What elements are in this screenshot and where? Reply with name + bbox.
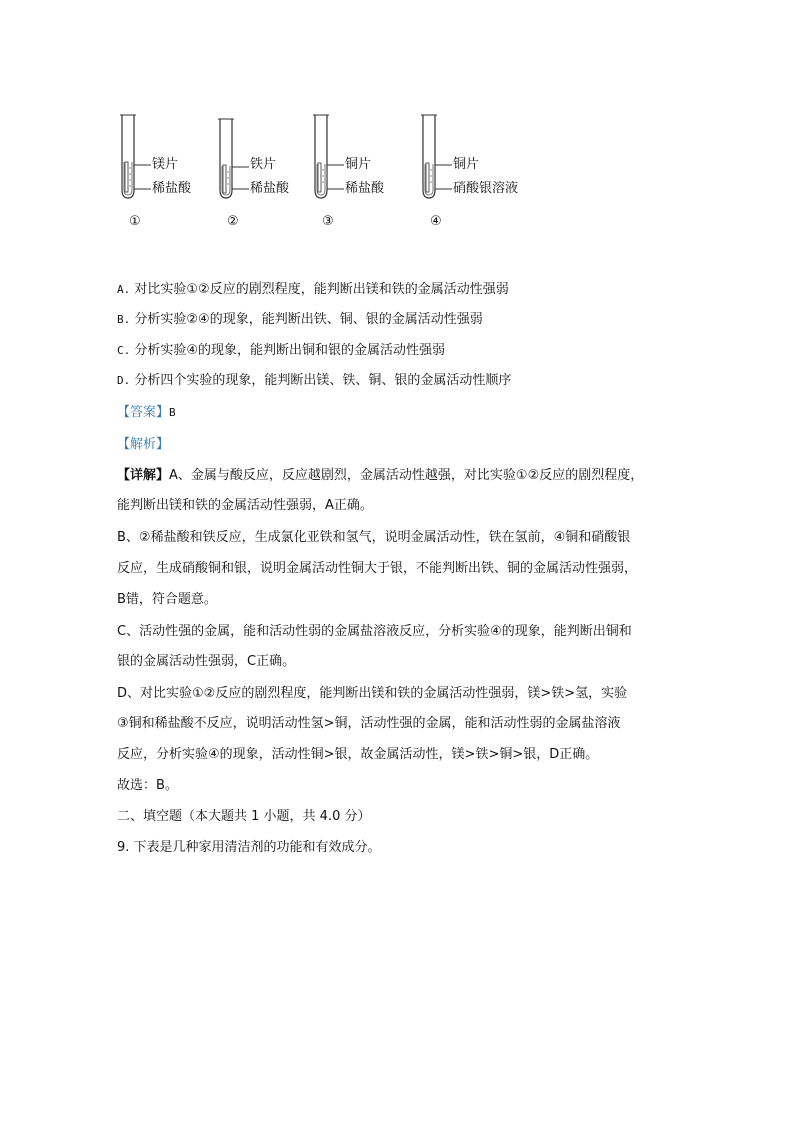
conclusion: 故选：B。 xyxy=(117,778,178,793)
detail-line-3: B、②稀盐酸和铁反应，生成氯化亚铁和氢气，说明金属活动性，铁在氢前，④铜和硝酸银 xyxy=(117,530,631,545)
tube-3-liquid-label: 稀盐酸 xyxy=(345,181,385,196)
detail-line-9: ③铜和稀盐酸不反应，说明活动性氢>铜，活动性强的金属，能和活动性弱的金属盐溶液 xyxy=(117,716,621,731)
tube-4-liquid-label: 硝酸银溶液 xyxy=(453,181,519,196)
detail-line-5: B错，符合题意。 xyxy=(117,592,217,607)
detail-line-2: 能判断出镁和铁的金属活动性强弱，A正确。 xyxy=(117,498,373,513)
detail-line-6: C、活动性强的金属，能和活动性弱的金属盐溶液反应，分析实验④的现象，能判断出铜和 xyxy=(117,624,632,639)
tube-2-liquid-label: 稀盐酸 xyxy=(250,181,290,196)
detail-label: 【详解】 xyxy=(117,468,170,483)
detail-line-10: 反应，分析实验④的现象，活动性铜>银，故金属活动性，镁>铁>铜>银，D正确。 xyxy=(117,747,599,762)
tube-1-solid-label: 镁片 xyxy=(152,157,179,172)
question-9: 9. 下表是几种家用清洁剂的功能和有效成分。 xyxy=(117,840,381,855)
tube-2-number: ② xyxy=(227,214,239,229)
tube-4-number: ④ xyxy=(430,214,442,229)
option-d: D. 分析四个实验的现象，能判断出镁、铁、铜、银的金属活动性顺序 xyxy=(117,373,512,388)
option-a: A. 对比实验①②反应的剧烈程度，能判断出镁和铁的金属活动性强弱 xyxy=(117,282,509,297)
test-tube-icon xyxy=(416,110,456,200)
detail-line-7: 银的金属活动性强弱，C正确。 xyxy=(117,654,296,669)
tube-1-liquid-label: 稀盐酸 xyxy=(152,181,192,196)
analysis-label: 【解析】 xyxy=(117,437,170,452)
answer-value: B xyxy=(169,406,176,419)
tube-3-solid-label: 铜片 xyxy=(345,157,372,172)
analysis-line xyxy=(117,437,169,453)
answer-line xyxy=(117,405,176,421)
tube-3-number: ③ xyxy=(322,214,334,229)
tube-4-solid-label: 铜片 xyxy=(453,157,480,172)
test-tube-icon xyxy=(213,110,253,200)
detail-line-8: D、对比实验①②反应的剧烈程度，能判断出镁和铁的金属活动性强弱，镁>铁>氢，实验 xyxy=(117,686,628,701)
tube-2-solid-label: 铁片 xyxy=(250,157,277,172)
test-tube-icon xyxy=(308,110,348,200)
option-c: C. 分析实验④的现象，能判断出铜和银的金属活动性强弱 xyxy=(117,343,446,358)
test-tube-icon xyxy=(115,110,155,200)
option-b: B. 分析实验②④的现象，能判断出铁、铜、银的金属活动性强弱 xyxy=(117,312,483,327)
detail-line-1: 【详解】A、金属与酸反应，反应越剧烈，金属活动性越强，对比实验①②反应的剧烈程度， xyxy=(117,468,644,483)
tube-1-number: ① xyxy=(129,214,141,229)
experiment-figure xyxy=(115,110,535,240)
section-heading: 二、填空题（本大题共 1 小题，共 4.0 分） xyxy=(117,809,371,824)
detail-line-4: 反应，生成硝酸铜和银，说明金属活动性铜大于银，不能判断出铁、铜的金属活动性强弱， xyxy=(117,561,638,576)
answer-label: 【答案】 xyxy=(117,405,170,420)
